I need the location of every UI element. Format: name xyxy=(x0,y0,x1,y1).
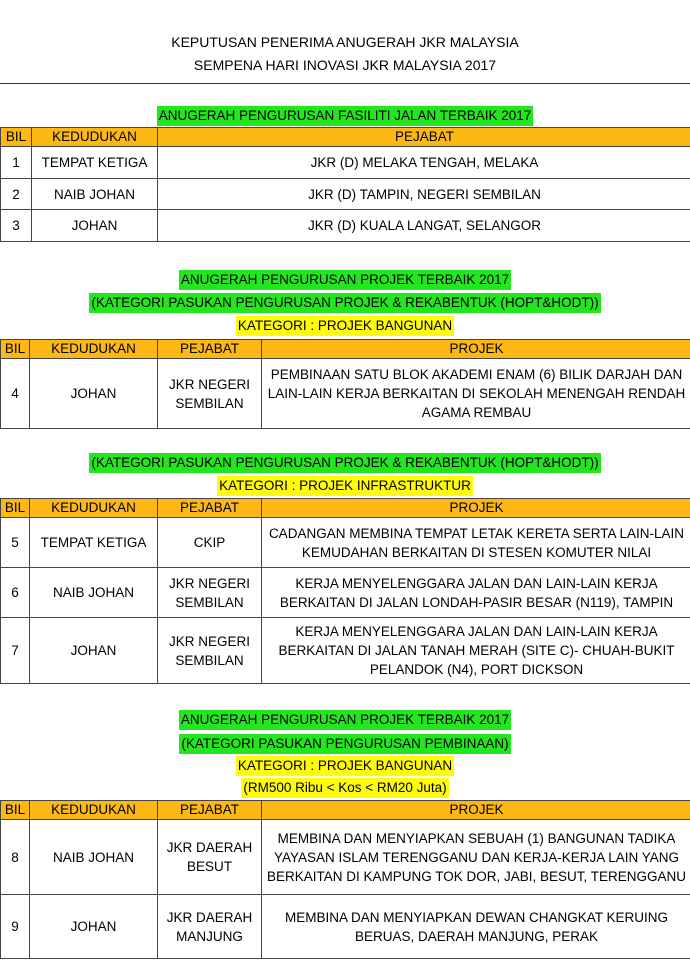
col-projek: PROJEK xyxy=(262,499,690,518)
col-projek: PROJEK xyxy=(262,340,690,359)
col-kedudukan: KEDUDUKAN xyxy=(30,340,158,359)
section3-header-row xyxy=(1,499,690,518)
section4-range: (RM500 Ribu < Kos < RM20 Juta) xyxy=(0,778,690,798)
col-bil: BIL xyxy=(1,340,30,359)
section4-category: KATEGORI : PROJEK BANGUNAN xyxy=(0,756,690,776)
document-title-line-1: KEPUTUSAN PENERIMA ANUGERAH JKR MALAYSIA xyxy=(171,34,519,50)
col-kedudukan: KEDUDUKAN xyxy=(30,801,158,820)
document-title-line-2: SEMPENA HARI INOVASI JKR MALAYSIA 2017 xyxy=(193,57,497,73)
col-pejabat: PEJABAT xyxy=(158,340,262,359)
section3-category: KATEGORI : PROJEK INFRASTRUKTUR xyxy=(0,476,690,496)
section4-subtitle: (KATEGORI PASUKAN PENGURUSAN PEMBINAAN) xyxy=(0,734,690,754)
col-pejabat: PEJABAT xyxy=(158,128,690,147)
col-pejabat: PEJABAT xyxy=(158,499,262,518)
section2-table xyxy=(0,339,690,429)
col-kedudukan: KEDUDUKAN xyxy=(30,499,158,518)
col-projek: PROJEK xyxy=(262,801,690,820)
table-row: 1 TEMPAT KETIGA JKR (D) MELAKA TENGAH, MELAKA xyxy=(1,147,690,179)
table-row: 7 JOHAN JKR NEGERI SEMBILAN KERJA MENYELENGGARA JALAN DAN LAIN-LAIN KERJA BERKAITAN DI JALAN TANAH MERAH (SITE C)- CHUAH-BUKIT PELANDOK (N4), PORT DICKSON xyxy=(1,618,690,684)
section2-subtitle: (KATEGORI PASUKAN PENGURUSAN PROJEK & REKABENTUK (HOPT&HODT)) xyxy=(0,293,690,313)
section1-table xyxy=(0,127,690,242)
section3-subtitle: (KATEGORI PASUKAN PENGURUSAN PROJEK & REKABENTUK (HOPT&HODT)) xyxy=(0,453,690,473)
section1-header-row xyxy=(1,128,690,147)
section2-category: KATEGORI : PROJEK BANGUNAN xyxy=(0,316,690,336)
table-row: 6 NAIB JOHAN JKR NEGERI SEMBILAN KERJA MENYELENGGARA JALAN DAN LAIN-LAIN KERJA BERKAITAN DI JALAN LONDAH-PASIR BESAR (N119), TAMPIN xyxy=(1,568,690,618)
table-row: 4 JOHAN JKR NEGERI SEMBILAN PEMBINAAN SATU BLOK AKADEMI ENAM (6) BILIK DARJAH DAN LAIN-LAIN KERJA BERKAITAN DI SEKOLAH MENENGAH RENDAH AGAMA REMBAU xyxy=(1,359,690,429)
col-bil: BIL xyxy=(1,801,30,820)
section1-title: ANUGERAH PENGURUSAN FASILITI JALAN TERBAIK 2017 xyxy=(0,106,690,126)
col-bil: BIL xyxy=(1,128,32,147)
section2-header-row xyxy=(1,340,690,359)
section4-title: ANUGERAH PENGURUSAN PROJEK TERBAIK 2017 xyxy=(0,710,690,730)
header-divider xyxy=(0,83,690,84)
table-row: 3 JOHAN JKR (D) KUALA LANGAT, SELANGOR xyxy=(1,210,690,242)
table-row: 8 NAIB JOHAN JKR DAERAH BESUT MEMBINA DAN MENYIAPKAN SEBUAH (1) BANGUNAN TADIKA YAYASAN ISLAM TERENGGANU DAN KERJA-KERJA LAIN YANG BERKAITAN DI KAMPUNG TOK DOR, JABI, BESUT, TERENGGANU xyxy=(1,820,690,895)
table-row: 5 TEMPAT KETIGA CKIP CADANGAN MEMBINA TEMPAT LETAK KERETA SERTA LAIN-LAIN KEMUDAHAN BERKAITAN DI STESEN KOMUTER NILAI xyxy=(1,518,690,568)
section3-table xyxy=(0,498,690,684)
table-row: 9 JOHAN JKR DAERAH MANJUNG MEMBINA DAN MENYIAPKAN DEWAN CHANGKAT KERUING BERUAS, DAERAH MANJUNG, PERAK xyxy=(1,895,690,959)
table-row: 2 NAIB JOHAN JKR (D) TAMPIN, NEGERI SEMBILAN xyxy=(1,179,690,210)
section2-title: ANUGERAH PENGURUSAN PROJEK TERBAIK 2017 xyxy=(0,270,690,290)
col-kedudukan: KEDUDUKAN xyxy=(32,128,158,147)
section4-table xyxy=(0,800,690,959)
col-bil: BIL xyxy=(1,499,30,518)
section4-header-row xyxy=(1,801,690,820)
col-pejabat: PEJABAT xyxy=(158,801,262,820)
